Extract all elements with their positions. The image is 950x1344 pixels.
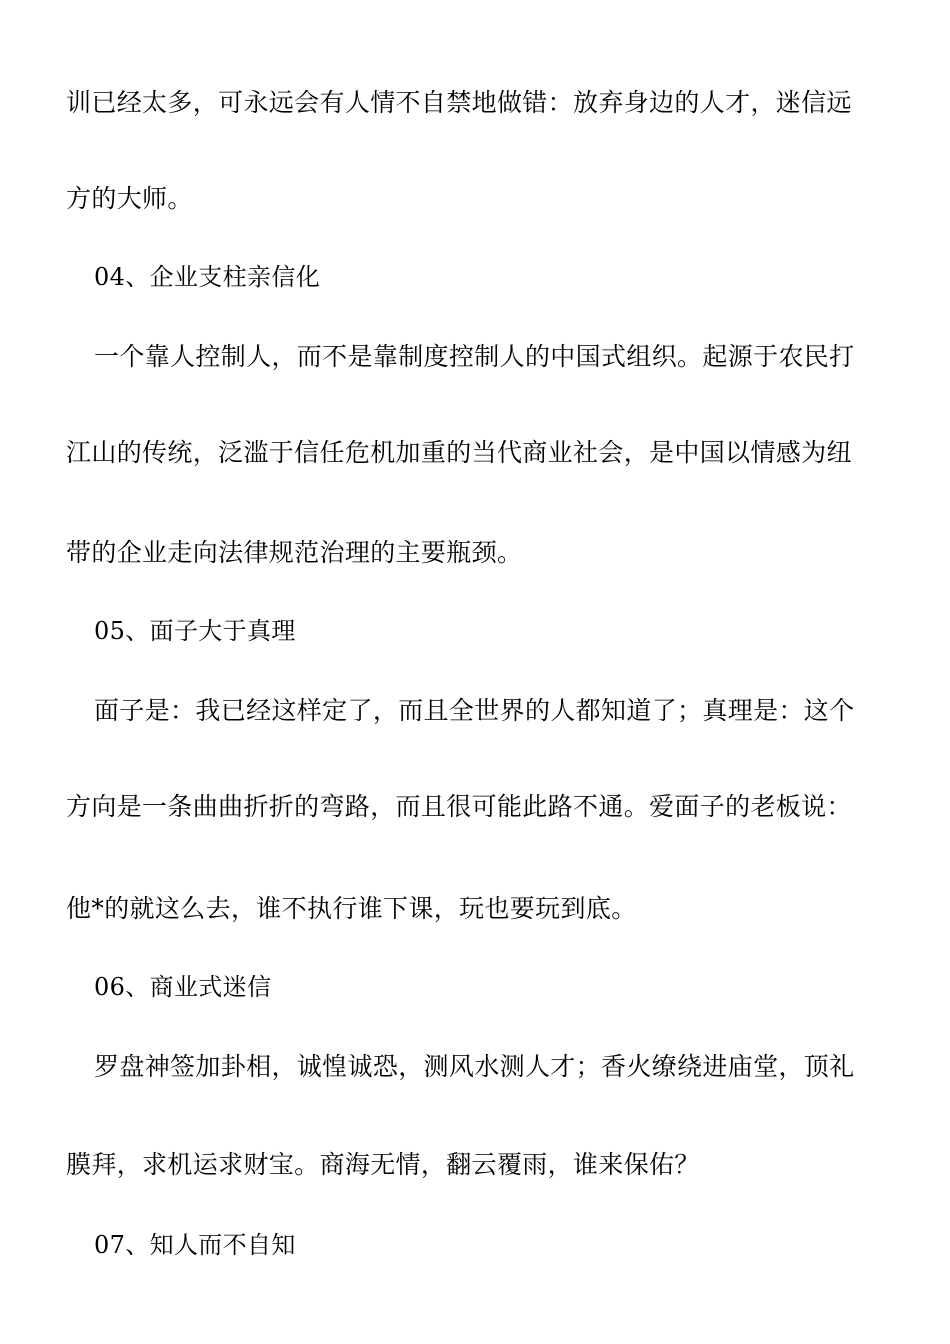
body-text-line: 带的企业走向法律规范治理的主要瓶颈。 [66, 538, 523, 567]
body-text-line: 罗盘神签加卦相，诚惶诚恐，测风水测人才；香火缭绕进庙堂，顶礼 [94, 1052, 855, 1081]
body-text-line: 面子是：我已经这样定了，而且全世界的人都知道了；真理是：这个 [94, 696, 855, 725]
section-heading: 06、商业式迷信 [94, 973, 272, 1001]
body-text-line: 江山的传统，泛滥于信任危机加重的当代商业社会，是中国以情感为纽 [66, 438, 852, 467]
body-text-line: 一个靠人控制人，而不是靠制度控制人的中国式组织。起源于农民打 [94, 342, 855, 371]
section-heading: 04、企业支柱亲信化 [94, 263, 321, 291]
section-heading: 07、知人而不自知 [94, 1231, 296, 1259]
body-text-line: 方的大师。 [66, 184, 193, 213]
body-text-line: 训已经太多，可永远会有人情不自禁地做错：放弃身边的人才，迷信远 [66, 88, 852, 117]
body-text-line: 方向是一条曲曲折折的弯路，而且很可能此路不通。爱面子的老板说： [66, 792, 852, 821]
section-heading: 05、面子大于真理 [94, 617, 296, 645]
body-text-line: 膜拜，求机运求财宝。商海无情，翻云覆雨，谁来保佑？ [66, 1150, 700, 1179]
body-text-line: 他*的就这么去，谁不执行谁下课，玩也要玩到底。 [66, 894, 637, 923]
